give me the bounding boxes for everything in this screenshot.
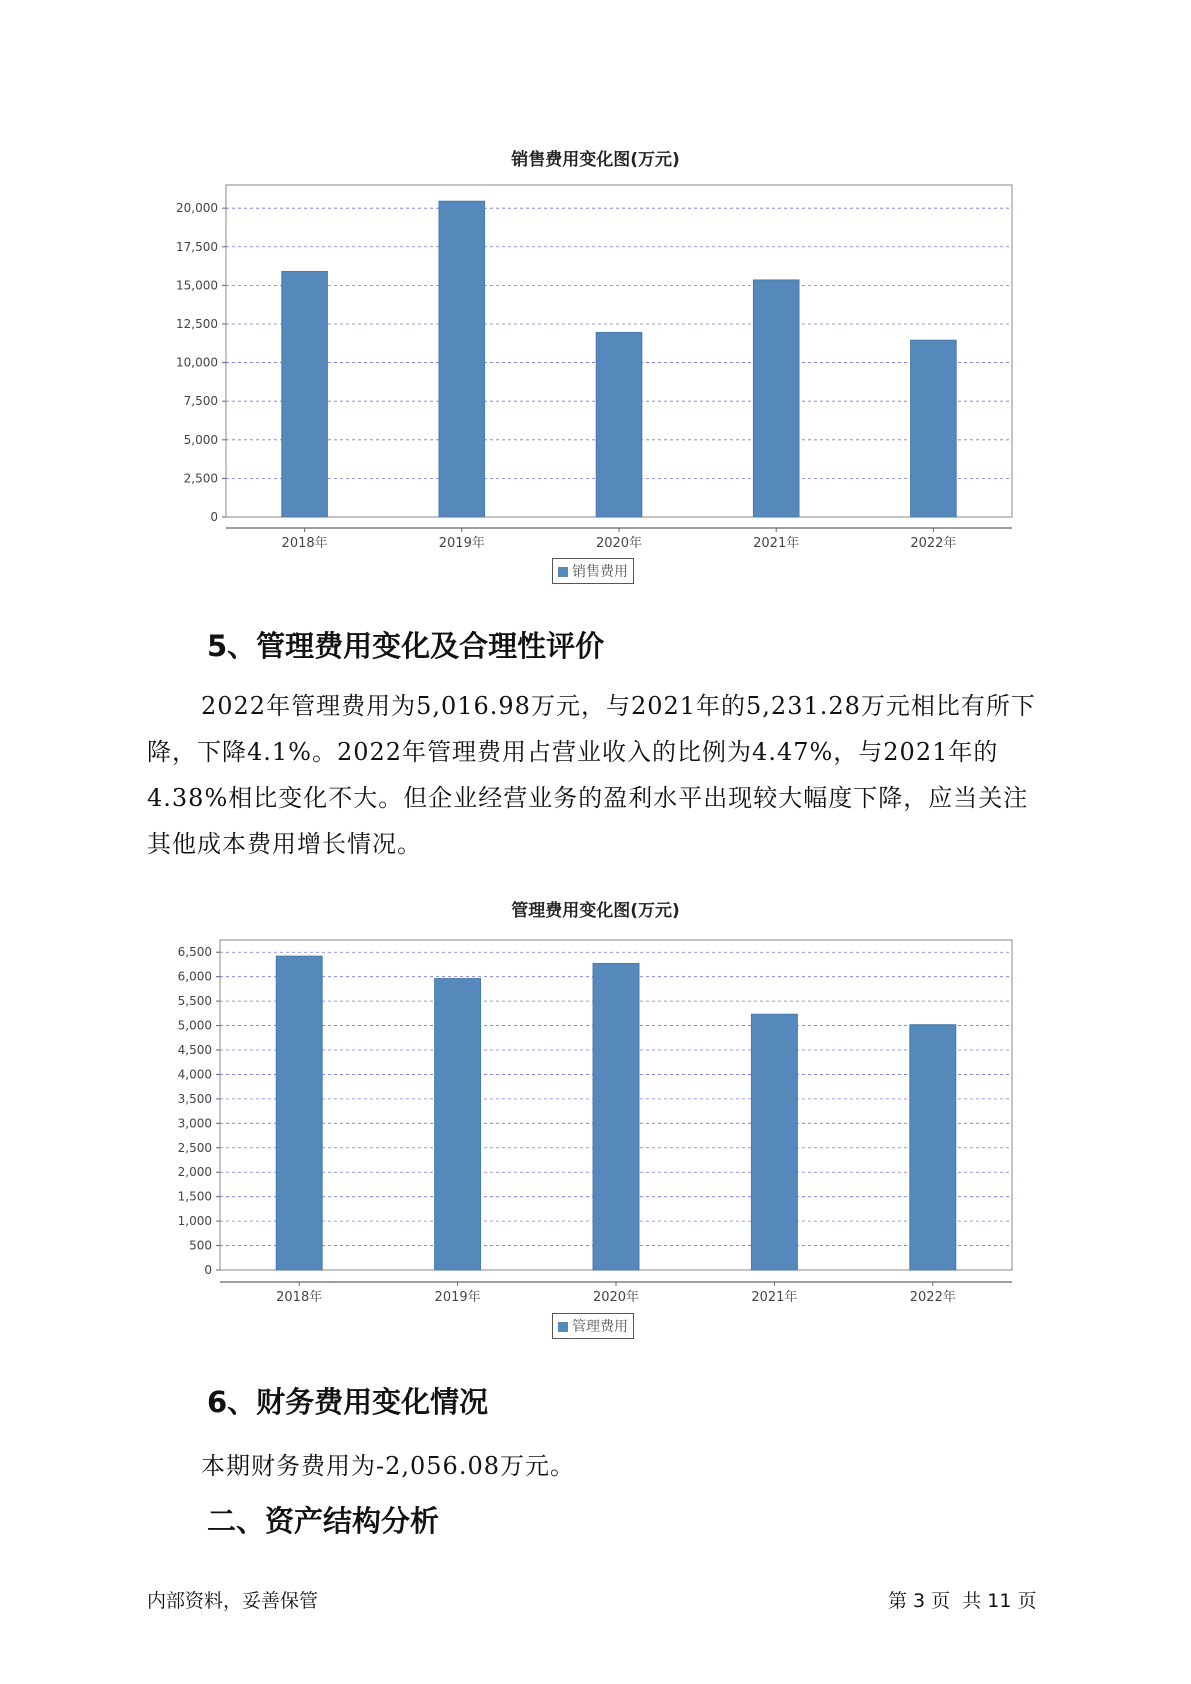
x-tick-label: 2020年 — [595, 536, 643, 551]
section-two-heading: 二、资产结构分析 — [207, 1504, 440, 1538]
y-tick-label: 1,500 — [177, 1189, 212, 1204]
legend-swatch — [558, 1322, 568, 1332]
admin-chart-title: 管理费用变化图(万元) — [511, 901, 680, 921]
y-tick-label: 12,500 — [176, 316, 218, 331]
section5-text: 2022年管理费用为5,016.98万元，与2021年的5,231.28万元相比有所下降，下降4.1%。2022年管理费用占营业收入的比例为4.47%，与2021年的4.38%相比变化不大。但企业经营业务的盈利水平出现较大幅度下降，应当关注其他成本费用增长情况。 — [147, 692, 1036, 858]
x-tick-label: 2019年 — [438, 536, 485, 551]
x-tick-label: 2019年 — [434, 1290, 481, 1305]
y-tick-label: 7,500 — [183, 394, 218, 409]
y-tick-label: 17,500 — [176, 239, 218, 254]
x-tick-label: 2022年 — [909, 1290, 956, 1305]
y-tick-label: 5,000 — [177, 1018, 212, 1033]
x-tick-label: 2021年 — [751, 1290, 798, 1305]
y-tick-label: 6,000 — [177, 969, 212, 984]
section6-paragraph: 本期财务费用为-2,056.08万元。 — [201, 1452, 575, 1480]
bar-2022年 — [910, 1025, 956, 1270]
y-tick-label: 500 — [189, 1238, 212, 1253]
x-tick-label: 2021年 — [753, 536, 800, 551]
y-tick-label: 15,000 — [176, 278, 218, 293]
y-tick-label: 1,000 — [177, 1214, 212, 1229]
y-tick-label: 4,000 — [177, 1067, 212, 1082]
y-tick-label: 2,500 — [183, 471, 218, 486]
x-tick-label: 2022年 — [910, 536, 957, 551]
admin-chart-legend — [552, 1313, 634, 1339]
y-tick-label: 2,500 — [177, 1140, 212, 1155]
y-tick-label: 3,000 — [177, 1116, 212, 1131]
legend-label: 管理费用 — [572, 1319, 628, 1335]
x-tick-label: 2018年 — [281, 536, 328, 551]
y-tick-label: 6,500 — [177, 945, 212, 960]
y-tick-label: 3,500 — [177, 1091, 212, 1106]
sales-chart-title: 销售费用变化图(万元) — [511, 150, 680, 170]
footer-confidential: 内部资料，妥善保管 — [147, 1590, 319, 1612]
y-tick-label: 5,500 — [177, 994, 212, 1009]
bar-2020年 — [593, 963, 639, 1270]
y-tick-label: 2,000 — [177, 1165, 212, 1180]
legend-label: 销售费用 — [572, 564, 628, 580]
bar-2018年 — [276, 956, 322, 1270]
bar-2019年 — [435, 979, 481, 1270]
section6-heading: 6、财务费用变化情况 — [207, 1385, 489, 1419]
x-tick-label: 2020年 — [592, 1290, 640, 1305]
y-tick-label: 5,000 — [183, 432, 218, 447]
y-tick-label: 0 — [204, 1263, 212, 1277]
bar-2021年 — [751, 1014, 797, 1270]
y-tick-label: 10,000 — [176, 355, 218, 370]
y-tick-label: 0 — [210, 510, 218, 524]
footer-page-number: 第 3 页 共 11 页 — [888, 1590, 1037, 1612]
y-tick-label: 4,500 — [177, 1043, 212, 1057]
x-tick-label: 2018年 — [276, 1290, 323, 1305]
y-tick-label: 20,000 — [176, 201, 218, 216]
section5-heading: 5、管理费用变化及合理性评价 — [207, 629, 605, 663]
